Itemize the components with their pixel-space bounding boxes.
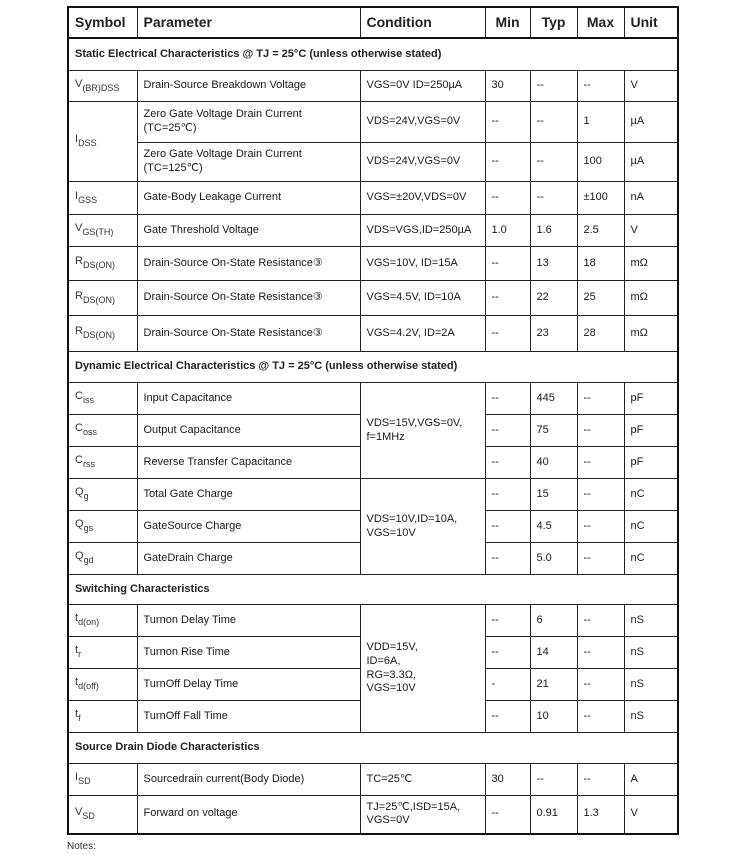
unit-cell: pF [624,447,678,479]
symbol: I [75,189,79,202]
parameter-cell: Output Capacitance [137,415,360,447]
max-cell: -- [577,383,624,415]
symbol-cell [68,543,137,575]
unit-cell: V [624,796,678,834]
header-typ: Typ [530,7,577,38]
symbol-sub: gd [83,555,94,566]
symbol-cell [68,637,137,669]
min-cell: -- [485,383,530,415]
condition-cell: VGS=10V, ID=15A [360,247,485,281]
condition-cell: VGS=0V ID=250µA [360,71,485,102]
condition-line: VDD=15V, [366,641,418,653]
condition-cell: VGS=4.2V, ID=2A [360,316,485,352]
parameter-line: Zero Gate Voltage Drain Current [143,108,302,121]
symbol-sub: d(on) [78,617,100,628]
typ-cell: -- [530,71,577,102]
condition-cell: VGS=±20V,VDS=0V [360,182,485,215]
unit-cell: V [624,71,678,102]
parameter-line: Zero Gate Voltage Drain Current [143,148,302,161]
symbol-cell [68,247,137,281]
unit-cell: V [624,215,678,247]
unit-cell: µA [624,102,678,143]
symbol: C [75,422,83,435]
min-cell: -- [485,796,530,834]
condition-cell: VDS=24V,VGS=0V [360,102,485,143]
symbol-cell [68,71,137,102]
typ-cell: -- [530,764,577,796]
condition-cell: VDS=24V,VGS=0V [360,143,485,182]
max-cell: 1.3 [577,796,624,834]
min-cell: -- [485,182,530,215]
table-row [68,383,678,415]
typ-cell: 13 [530,247,577,281]
parameter-cell: Sourcedrain current(Body Diode) [137,764,360,796]
typ-cell: 6 [530,605,577,637]
table-row [68,215,678,247]
condition-line: VGS=10V [366,682,416,695]
parameter-cell [137,143,360,182]
condition-line: RG=3.3Ω, [366,668,416,681]
symbol: R [75,289,83,302]
min-cell: -- [485,479,530,511]
unit-cell: nS [624,701,678,733]
section-switching-title: Switching Characteristics [68,575,678,605]
typ-cell: 10 [530,701,577,733]
condition-line: f=1MHz [366,430,405,443]
typ-cell: 22 [530,281,577,316]
parameter-line: (TC=25℃) [143,122,197,134]
condition-cell: VDS=VGS,ID=250µA [360,215,485,247]
typ-cell: 75 [530,415,577,447]
symbol-sub: d(off) [78,681,99,692]
unit-cell: nA [624,182,678,215]
typ-cell: 445 [530,383,577,415]
condition-cell [360,605,485,733]
condition-cell: VGS=4.5V, ID=10A [360,281,485,316]
min-cell: 30 [485,764,530,796]
min-cell: -- [485,637,530,669]
symbol: I [75,771,79,784]
condition-cell: TC=25℃ [360,764,485,796]
min-cell: -- [485,316,530,352]
symbol-sub: iss [82,395,94,406]
min-cell: -- [485,605,530,637]
symbol: t [75,708,79,721]
condition-line: VDS=10V,ID=10A, [366,512,458,525]
unit-cell: pF [624,415,678,447]
header-row [68,7,678,38]
table-row [68,71,678,102]
max-cell: -- [577,764,624,796]
symbol: I [75,133,79,146]
condition-line: VDS=15V,VGS=0V, [366,416,463,429]
typ-cell: -- [530,102,577,143]
parameter-cell [137,102,360,143]
section-diode-title: Source Drain Diode Characteristics [68,733,678,764]
min-cell: -- [485,281,530,316]
condition-cell [360,383,485,479]
typ-cell: -- [530,143,577,182]
min-cell: -- [485,701,530,733]
typ-cell: 21 [530,669,577,701]
parameter-cell: Gate-Body Leakage Current [137,182,360,215]
min-cell: -- [485,143,530,182]
symbol: C [75,454,83,467]
header-unit: Unit [624,7,678,38]
table-row [68,182,678,215]
min-cell: -- [485,447,530,479]
min-cell: -- [485,511,530,543]
typ-cell: 14 [530,637,577,669]
symbol-cell [68,796,137,834]
max-cell: -- [577,415,624,447]
symbol-cell [68,669,137,701]
symbol: Q [75,550,84,563]
symbol-sub: DS(ON) [82,330,115,341]
table-row [68,796,678,834]
unit-cell: nC [624,479,678,511]
unit-cell: nC [624,511,678,543]
parameter-cell: Drain-Source On-State Resistance③ [137,316,360,352]
symbol: t [75,676,79,689]
symbol-sub: r [78,649,82,660]
max-cell: -- [577,71,624,102]
max-cell: -- [577,605,624,637]
parameter-cell: GateSource Charge [137,511,360,543]
symbol-cell [68,102,137,182]
parameter-cell: Total Gate Charge [137,479,360,511]
max-cell: -- [577,543,624,575]
parameter-line: (TC=125℃) [143,162,203,174]
symbol: C [75,390,83,403]
table-row [68,247,678,281]
symbol-sub: g [83,491,89,502]
symbol: R [75,325,83,338]
symbol-sub: DS(ON) [82,260,115,271]
max-cell: -- [577,479,624,511]
symbol-sub: oss [82,427,97,438]
unit-cell: mΩ [624,281,678,316]
unit-cell: A [624,764,678,796]
table-row [68,316,678,352]
typ-cell: 5.0 [530,543,577,575]
symbol-cell [68,701,137,733]
max-cell: -- [577,447,624,479]
max-cell: ±100 [577,182,624,215]
condition-line: ID=6A, [366,654,401,667]
symbol-sub: GS(TH) [82,227,114,238]
max-cell: -- [577,637,624,669]
unit-cell: nC [624,543,678,575]
header-max: Max [577,7,624,38]
max-cell: -- [577,701,624,733]
condition-line: TJ=25℃,ISD=15A, [366,800,461,813]
min-cell: - [485,669,530,701]
symbol: V [75,77,83,90]
min-cell: -- [485,543,530,575]
max-cell: 25 [577,281,624,316]
symbol-sub: SD [78,776,91,787]
unit-cell: nS [624,605,678,637]
condition-line: VGS=0V [366,814,410,827]
typ-cell: 1.6 [530,215,577,247]
symbol-sub: gs [83,523,94,534]
condition-line: VGS=10V [366,526,416,539]
parameter-cell: Reverse Transfer Capacitance [137,447,360,479]
parameter-cell: Drain-Source On-State Resistance③ [137,247,360,281]
symbol-cell [68,479,137,511]
condition-cell [360,479,485,575]
condition-cell [360,796,485,834]
symbol-sub: GSS [78,194,98,205]
table-row [68,102,678,143]
parameter-cell: Drain-Source On-State Resistance③ [137,281,360,316]
symbol: V [75,806,83,819]
symbol: Q [75,518,84,531]
typ-cell: 0.91 [530,796,577,834]
typ-cell: 4.5 [530,511,577,543]
notes-label: Notes: [67,841,96,852]
symbol: Q [75,486,84,499]
typ-cell: 15 [530,479,577,511]
parameter-cell: GateDrain Charge [137,543,360,575]
parameter-cell: TurnOff Delay Time [137,669,360,701]
unit-cell: µA [624,143,678,182]
table-row [68,281,678,316]
max-cell: 100 [577,143,624,182]
header-parameter: Parameter [137,7,360,38]
min-cell: -- [485,102,530,143]
parameter-cell: TurnOff Fall Time [137,701,360,733]
max-cell: -- [577,511,624,543]
symbol: t [75,612,79,625]
symbol: V [75,222,83,235]
min-cell: -- [485,415,530,447]
table-row [68,764,678,796]
unit-cell: pF [624,383,678,415]
parameter-cell: Gate Threshold Voltage [137,215,360,247]
header-condition: Condition [360,7,485,38]
table-row [68,143,678,182]
electrical-characteristics-table [67,6,679,835]
symbol-cell [68,182,137,215]
symbol-cell [68,511,137,543]
symbol-cell [68,447,137,479]
header-min: Min [485,7,530,38]
min-cell: 1.0 [485,215,530,247]
parameter-cell: Turnon Delay Time [137,605,360,637]
max-cell: 28 [577,316,624,352]
section-static-title: Static Electrical Characteristics @ TJ = 25°C (unless otherwise stated) [68,38,678,71]
symbol-cell [68,281,137,316]
typ-cell: -- [530,182,577,215]
parameter-cell: Drain-Source Breakdown Voltage [137,71,360,102]
symbol-sub: SD [82,811,95,822]
symbol-cell [68,215,137,247]
symbol-sub: rss [82,459,95,470]
max-cell: 18 [577,247,624,281]
header-symbol: Symbol [68,7,137,38]
parameter-cell: Forward on voltage [137,796,360,834]
section-dynamic-title: Dynamic Electrical Characteristics @ TJ = 25°C (unless otherwise stated) [68,352,678,383]
min-cell: 30 [485,71,530,102]
unit-cell: mΩ [624,316,678,352]
table-row [68,605,678,637]
symbol-sub: DS(ON) [82,294,115,305]
table-row [68,479,678,511]
symbol-cell [68,764,137,796]
symbol-sub: (BR)DSS [82,82,120,93]
unit-cell: mΩ [624,247,678,281]
symbol-cell [68,415,137,447]
parameter-cell: Turnon Rise Time [137,637,360,669]
symbol: t [75,644,79,657]
symbol-cell [68,383,137,415]
symbol: R [75,255,83,268]
symbol-cell [68,316,137,352]
max-cell: 2.5 [577,215,624,247]
unit-cell: nS [624,669,678,701]
symbol-sub: f [78,713,81,724]
min-cell: -- [485,247,530,281]
parameter-cell: Input Capacitance [137,383,360,415]
max-cell: -- [577,669,624,701]
symbol-sub: DSS [78,138,97,149]
typ-cell: 40 [530,447,577,479]
typ-cell: 23 [530,316,577,352]
max-cell: 1 [577,102,624,143]
unit-cell: nS [624,637,678,669]
symbol-cell [68,605,137,637]
